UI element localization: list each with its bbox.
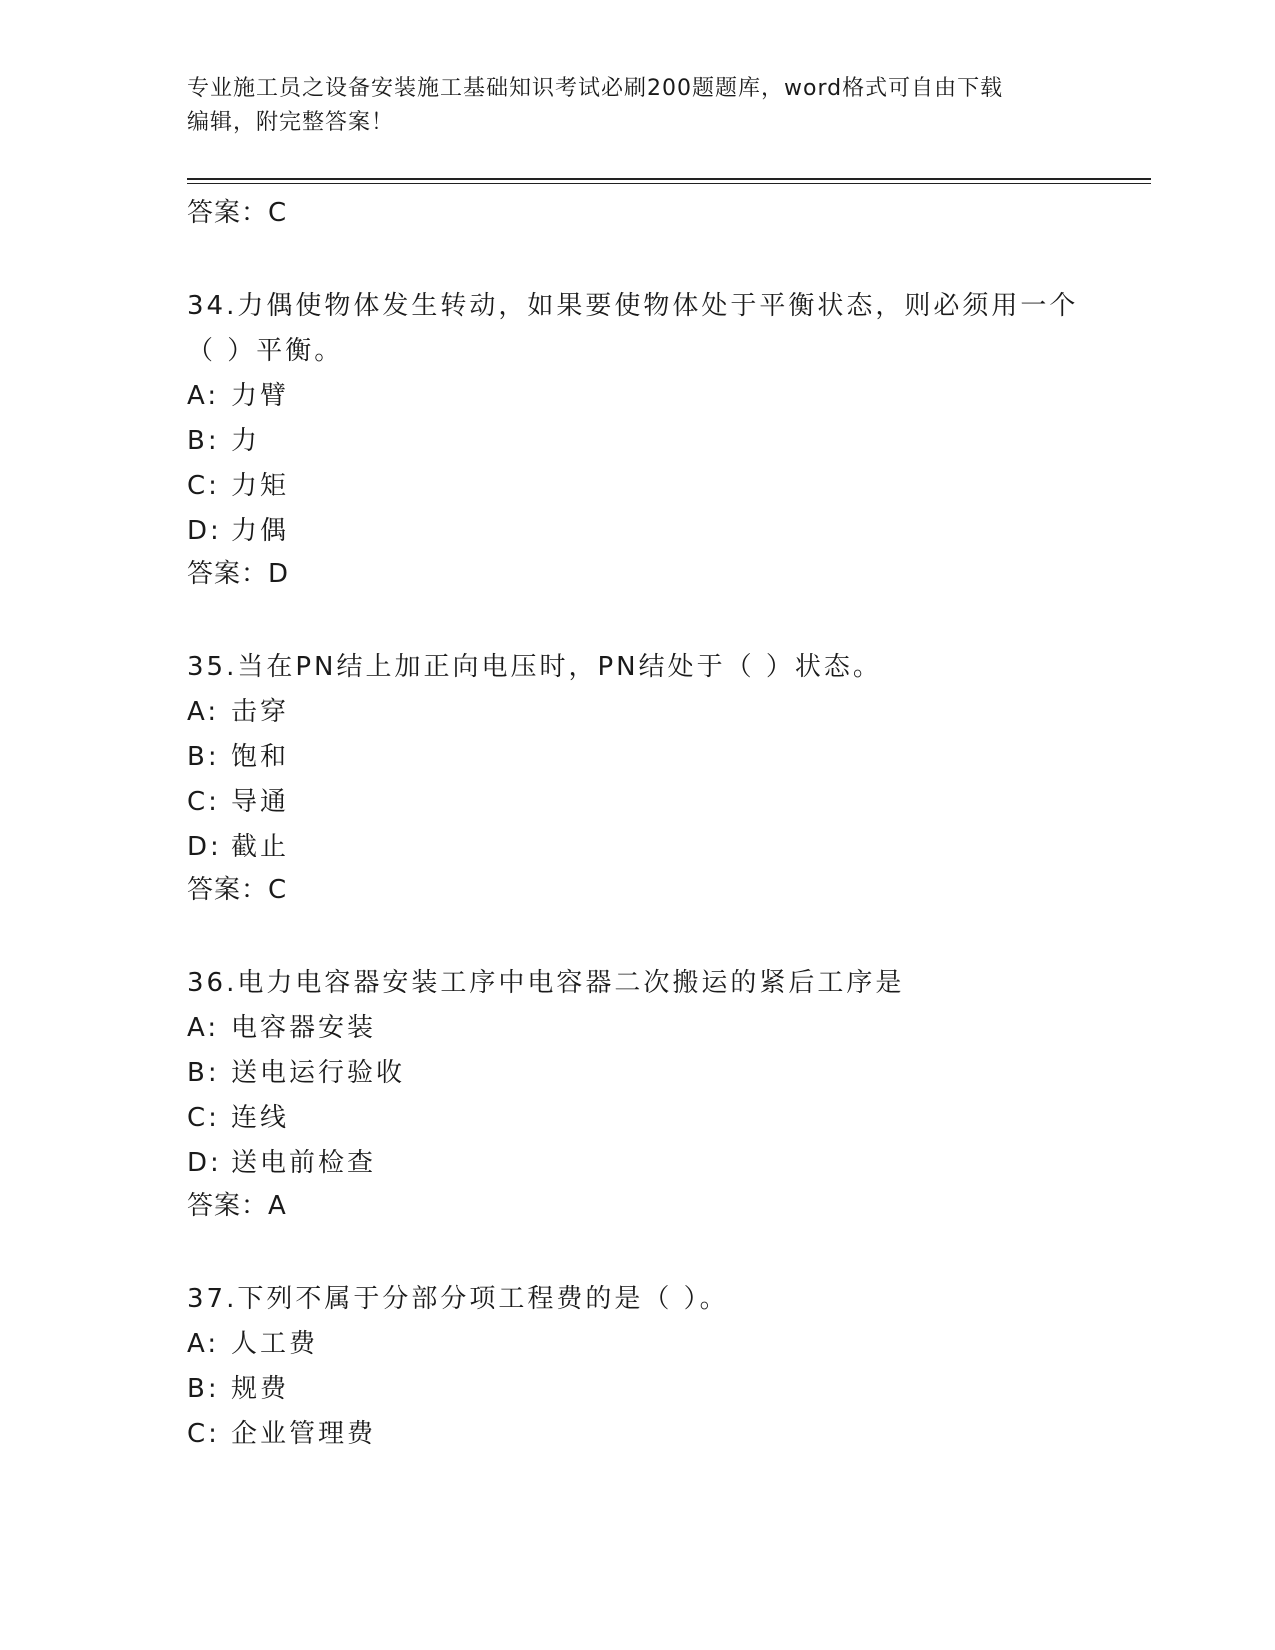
question-34-stem-line-2: （ ）平衡。 bbox=[187, 336, 344, 366]
option-letter: A: bbox=[187, 697, 220, 727]
option-text: 力 bbox=[231, 426, 261, 456]
question-37-option-b bbox=[187, 1367, 1151, 1412]
document-header bbox=[187, 72, 1087, 140]
answer-previous: 答案：C bbox=[187, 198, 288, 228]
question-37-stem-line-1: 37.下列不属于分部分项工程费的是（ ）。 bbox=[187, 1284, 729, 1314]
question-list bbox=[187, 193, 1151, 1457]
option-letter: A: bbox=[187, 1329, 220, 1359]
option-text: 力矩 bbox=[231, 471, 290, 501]
question-34-option-a bbox=[187, 374, 1151, 419]
option-text: 连线 bbox=[231, 1103, 290, 1133]
option-letter: B: bbox=[187, 426, 220, 456]
question-34 bbox=[187, 284, 1151, 594]
option-letter: B: bbox=[187, 742, 220, 772]
header-line-1: 专业施工员之设备安装施工基础知识考试必刷200题题库，word格式可自由下载 bbox=[187, 76, 1004, 101]
question-37 bbox=[187, 1277, 1151, 1457]
question-35-stem-line-1: 35.当在PN结上加正向电压时，PN结处于（ ）状态。 bbox=[187, 652, 882, 682]
question-34-option-b bbox=[187, 419, 1151, 464]
option-letter: B: bbox=[187, 1374, 220, 1404]
option-letter: C: bbox=[187, 787, 220, 817]
question-34-option-c bbox=[187, 464, 1151, 509]
option-letter: D: bbox=[187, 832, 222, 862]
option-letter: A: bbox=[187, 381, 220, 411]
question-36 bbox=[187, 961, 1151, 1226]
option-text: 力臂 bbox=[231, 381, 290, 411]
question-35-option-c bbox=[187, 780, 1151, 825]
question-35-option-d bbox=[187, 825, 1151, 870]
option-text: 饱和 bbox=[231, 742, 290, 772]
option-text: 送电前检查 bbox=[231, 1148, 377, 1178]
question-34-answer: 答案：D bbox=[187, 559, 290, 589]
question-34-option-d bbox=[187, 509, 1151, 554]
option-text: 人工费 bbox=[231, 1329, 319, 1359]
option-letter: D: bbox=[187, 1148, 222, 1178]
question-36-option-b bbox=[187, 1051, 1151, 1096]
option-text: 截止 bbox=[231, 832, 290, 862]
option-text: 规费 bbox=[231, 1374, 290, 1404]
option-letter: C: bbox=[187, 1103, 220, 1133]
question-36-answer: 答案：A bbox=[187, 1191, 287, 1221]
question-36-stem-line-1: 36.电力电容器安装工序中电容器二次搬运的紧后工序是 bbox=[187, 968, 905, 998]
question-35-answer: 答案：C bbox=[187, 875, 288, 905]
question-36-option-c bbox=[187, 1096, 1151, 1141]
question-36-option-a bbox=[187, 1006, 1151, 1051]
question-34-stem-line-1: 34.力偶使物体发生转动，如果要使物体处于平衡状态，则必须用一个 bbox=[187, 291, 1079, 321]
question-36-option-d bbox=[187, 1141, 1151, 1186]
option-letter: B: bbox=[187, 1058, 220, 1088]
option-text: 导通 bbox=[231, 787, 290, 817]
question-35-option-b bbox=[187, 735, 1151, 780]
option-letter: C: bbox=[187, 471, 220, 501]
question-37-option-c bbox=[187, 1412, 1151, 1457]
option-text: 力偶 bbox=[231, 516, 290, 546]
header-line-2: 编辑，附完整答案！ bbox=[187, 110, 395, 135]
question-37-option-a bbox=[187, 1322, 1151, 1367]
header-divider-thin bbox=[187, 183, 1151, 184]
option-text: 送电运行验收 bbox=[231, 1058, 406, 1088]
question-35-option-a bbox=[187, 690, 1151, 735]
option-letter: C: bbox=[187, 1419, 220, 1449]
option-text: 电容器安装 bbox=[231, 1013, 377, 1043]
option-letter: D: bbox=[187, 516, 222, 546]
header-divider-thick bbox=[187, 178, 1151, 180]
option-text: 企业管理费 bbox=[231, 1419, 377, 1449]
option-letter: A: bbox=[187, 1013, 220, 1043]
question-35 bbox=[187, 645, 1151, 910]
option-text: 击穿 bbox=[231, 697, 290, 727]
